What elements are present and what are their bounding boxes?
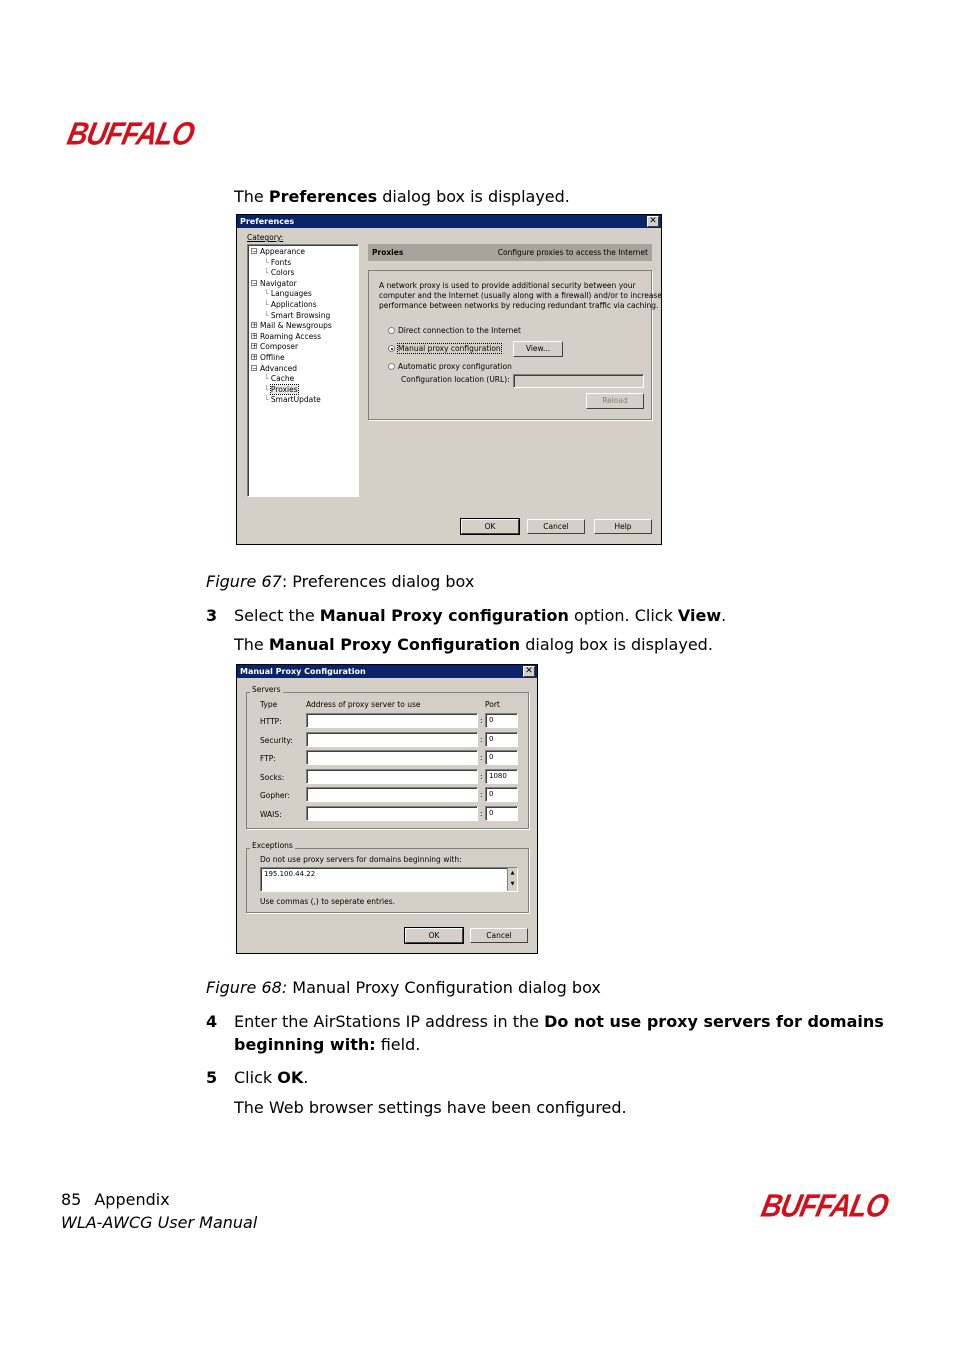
no-proxy-input[interactable] — [260, 867, 518, 892]
tree-item[interactable] — [264, 258, 291, 269]
tree-item[interactable] — [251, 342, 298, 353]
config-url-input[interactable] — [513, 374, 644, 388]
collapse-icon[interactable]: − — [252, 248, 258, 255]
reload-button[interactable]: Reload — [586, 393, 644, 409]
tree-item-label: Roaming Access — [260, 331, 322, 341]
tree-item[interactable] — [264, 374, 294, 385]
ok-button[interactable]: OK — [405, 928, 463, 943]
radio-automatic-label: Automatic proxy configuration — [398, 362, 512, 371]
step-4-number: 4 — [206, 1012, 218, 1031]
hint-text: Use commas (,) to seperate entries. — [260, 897, 396, 906]
expand-icon[interactable]: + — [252, 354, 258, 361]
tree-connector-icon: └ — [264, 310, 271, 320]
section-name: Appendix — [94, 1190, 170, 1209]
view-button[interactable]: View... — [513, 341, 563, 357]
expand-icon[interactable]: + — [252, 322, 258, 330]
col-port-header: Port — [485, 700, 500, 709]
tree-item-label: Navigator — [260, 278, 297, 288]
tree-item-label: Mail & Newsgroups — [260, 321, 332, 331]
port-separator: : — [480, 809, 483, 818]
step-3-number: 3 — [206, 606, 218, 625]
server-type-label: Socks: — [260, 772, 285, 782]
step-4-text-line-2: beginning with: field. — [234, 1035, 421, 1054]
step-4-text-line-1: Enter the AirStations IP address in the Do not use proxy servers for domains — [234, 1012, 884, 1031]
server-port-input[interactable]: 1080 — [485, 769, 518, 784]
server-address-input[interactable] — [306, 769, 478, 784]
tree-connector-icon: └ — [264, 300, 271, 309]
server-address-input[interactable] — [306, 806, 478, 821]
tree-item[interactable] — [264, 385, 298, 396]
tree-item[interactable] — [251, 353, 285, 364]
server-address-input[interactable] — [306, 750, 478, 765]
step-3-text: Select the Manual Proxy configuration option. Click View. — [234, 606, 727, 625]
panel-subtitle: Configure proxies to access the Internet — [497, 248, 648, 257]
tree-connector-icon: └ — [264, 289, 271, 299]
radio-manual-proxy[interactable] — [388, 345, 395, 352]
tree-item-label: Colors — [270, 268, 295, 278]
panel-title: Proxies — [372, 248, 404, 257]
server-type-label: Security: — [260, 735, 293, 745]
buffalo-logo-top: BUFFALO — [64, 115, 198, 152]
cancel-button[interactable]: Cancel — [470, 928, 528, 943]
port-separator: : — [480, 716, 483, 725]
manual-proxy-dialog — [236, 664, 538, 954]
tree-item[interactable] — [264, 268, 294, 279]
figure-68-caption: Figure 68: Manual Proxy Configuration dialog box — [206, 978, 601, 997]
cancel-button[interactable]: Cancel — [527, 519, 585, 534]
tree-item[interactable] — [251, 279, 297, 290]
radio-direct-label: Direct connection to the Internet — [398, 326, 521, 335]
no-proxy-value: 195.100.44.22 — [264, 870, 316, 878]
tree-item[interactable] — [264, 311, 330, 322]
tree-item-label: Smart Browsing — [270, 310, 331, 320]
expand-icon[interactable]: + — [252, 343, 258, 351]
tree-item[interactable] — [264, 395, 321, 406]
expand-icon[interactable]: + — [252, 332, 258, 340]
tree-item-label: Appearance — [260, 247, 306, 256]
final-text: The Web browser settings have been configured. — [234, 1098, 627, 1117]
collapse-icon[interactable]: − — [252, 364, 258, 372]
no-proxy-label: Do not use proxy servers for domains beginning with: — [260, 855, 462, 864]
port-separator: : — [480, 771, 483, 781]
help-button[interactable]: Help — [594, 519, 652, 534]
tree-item[interactable] — [264, 300, 317, 311]
tree-item[interactable] — [251, 247, 305, 258]
close-icon[interactable]: ✕ — [523, 666, 535, 677]
server-type-label: Gopher: — [260, 791, 291, 801]
port-separator: : — [480, 790, 483, 800]
radio-direct-connection[interactable] — [388, 327, 395, 334]
server-port-input[interactable]: 0 — [485, 806, 518, 821]
tree-item-label: Offline — [260, 353, 285, 362]
description-line-3: performance between networks by reducing redundant traffic via caching. — [379, 301, 659, 310]
intro-text-2: The Manual Proxy Configuration dialog box is displayed. — [234, 635, 713, 654]
category-tree[interactable] — [247, 244, 359, 497]
radio-automatic-proxy[interactable] — [388, 363, 395, 370]
intro-text-1: The Preferences dialog box is displayed. — [234, 187, 570, 206]
server-type-label: FTP: — [260, 754, 276, 764]
preferences-title: Preferences — [240, 217, 295, 226]
server-address-input[interactable] — [306, 713, 478, 728]
tree-item-label: Composer — [260, 342, 299, 352]
tree-connector-icon: └ — [264, 374, 271, 384]
tree-item-label: Fonts — [270, 257, 292, 267]
manual-proxy-title: Manual Proxy Configuration — [240, 667, 366, 676]
tree-item-label: Proxies — [270, 384, 298, 394]
tree-item-label: Cache — [270, 374, 295, 384]
port-separator: : — [480, 753, 483, 763]
tree-item[interactable] — [264, 289, 312, 300]
tree-item[interactable] — [251, 332, 321, 343]
tree-item[interactable] — [251, 364, 297, 375]
footer-manual-name: WLA-AWCG User Manual — [61, 1213, 258, 1232]
col-type-header: Type — [260, 700, 278, 709]
category-label: Category: — [247, 233, 284, 242]
port-separator: : — [480, 734, 483, 744]
server-port-input[interactable]: 0 — [485, 750, 518, 765]
close-icon[interactable]: ✕ — [647, 216, 659, 227]
preferences-dialog — [236, 214, 662, 545]
scrollbar[interactable]: ▲ ▼ — [507, 868, 517, 891]
footer-page-section — [61, 1190, 170, 1210]
figure-67-caption: Figure 67: Preferences dialog box — [206, 572, 475, 591]
server-port-input[interactable]: 0 — [485, 732, 518, 747]
tree-item-label: SmartUpdate — [270, 395, 321, 405]
tree-item-label: Advanced — [260, 363, 298, 373]
servers-label: Servers — [252, 685, 281, 694]
tree-connector-icon: └ — [264, 268, 271, 278]
buffalo-logo-bottom: BUFFALO — [758, 1187, 892, 1224]
server-type-label: WAIS: — [260, 810, 282, 819]
tree-connector-icon: └ — [264, 257, 271, 267]
exceptions-label: Exceptions — [252, 841, 293, 850]
tree-item-label: Languages — [270, 289, 312, 299]
server-port-input[interactable]: 0 — [485, 787, 518, 802]
manual-proxy-titlebar — [237, 665, 537, 678]
description-line-2: computer and the Internet (usually along with a firewall) and/or to increase — [379, 291, 662, 300]
tree-connector-icon: └ — [264, 395, 271, 405]
server-address-input[interactable] — [306, 732, 478, 747]
col-address-header: Address of proxy server to use — [306, 700, 421, 709]
server-address-input[interactable] — [306, 787, 478, 802]
tree-connector-icon: └ — [264, 384, 271, 394]
preferences-titlebar — [237, 215, 661, 228]
radio-manual-label: Manual proxy configuration — [398, 344, 501, 353]
server-port-input[interactable]: 0 — [485, 713, 518, 728]
step-5-text: Click OK. — [234, 1068, 309, 1087]
tree-item-label: Applications — [270, 300, 317, 309]
tree-item[interactable] — [251, 321, 332, 332]
description-line-1: A network proxy is used to provide additional security between your — [379, 281, 636, 290]
ok-button[interactable]: OK — [461, 519, 519, 534]
config-url-label: Configuration location (URL): — [401, 375, 510, 384]
server-type-label: HTTP: — [260, 717, 282, 726]
panel-header — [368, 244, 652, 261]
page-number: 85 — [61, 1190, 82, 1209]
collapse-icon[interactable]: − — [252, 279, 258, 287]
step-5-number: 5 — [206, 1068, 218, 1087]
